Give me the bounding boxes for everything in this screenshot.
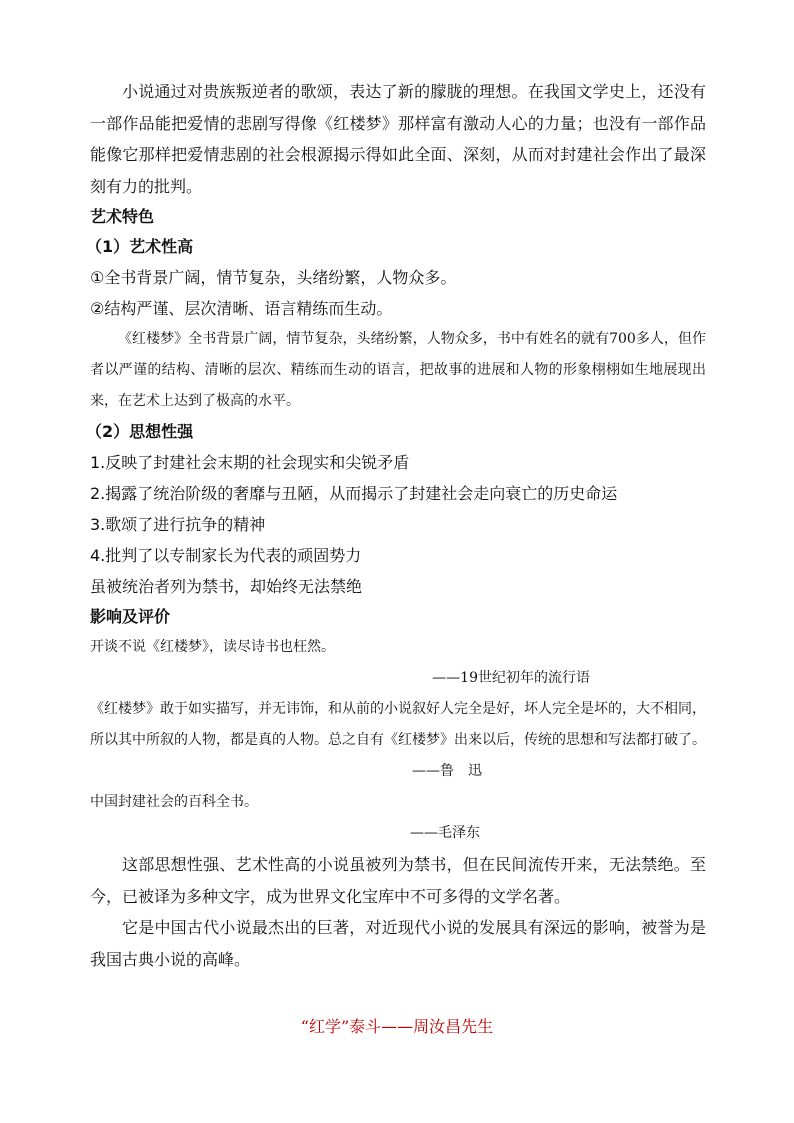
influence-heading: 影响及评价 <box>90 607 171 626</box>
artistic-quote: 《红楼梦》全书背景广阔，情节复杂，头绪纷繁，人物众多，书中有姓名的就有700多人，但作者以严谨的结构、清晰的层次、精练而生动的语言，把故事的进展和人物的形象栩栩如生地展现出来，在艺术上达到了极高的水平。 <box>90 331 706 409</box>
closing-paragraph-1: 这部思想性强、艺术性高的小说虽被列为禁书，但在民间流传开来，无法禁绝。至今，已被译为多种文字，成为世界文化宝库中不可多得的文学名著。 <box>90 855 706 906</box>
closing-paragraph-2: 它是中国古代小说最杰出的巨著，对近现代小说的发展具有深远的影响，被誉为是我国古典小说的高峰。 <box>90 918 706 969</box>
artistic-point-1: ①全书背景广阔，情节复杂，头绪纷繁，人物众多。 <box>90 268 457 287</box>
ideological-note: 虽被统治者列为禁书，却始终无法禁绝 <box>90 577 363 596</box>
ideological-point-4: 4.批判了以专制家长为代表的顽固势力 <box>90 546 362 565</box>
document-body <box>86 76 706 975</box>
ideological-quality-subheading: （2）思想性强 <box>86 422 194 441</box>
ideological-point-1: 1.反映了封建社会末期的社会现实和尖锐矛盾 <box>90 453 410 472</box>
image-caption <box>0 1014 794 1040</box>
intro-paragraph: 小说通过对贵族叛逆者的歌颂，表达了新的朦胧的理想。在我国文学史上，还没有一部作品能把爱情的悲剧写得像《红楼梦》那样富有激动人心的力量；也没有一部作品能像它那样把爱情悲剧的社会根源揭示得如此全面、深刻，从而对封建社会作出了最深刻有力的批判。 <box>90 82 706 196</box>
ideological-point-2: 2.揭露了统治阶级的奢靡与丑陋，从而揭示了封建社会走向衰亡的历史命运 <box>90 484 618 503</box>
artistic-quality-subheading: （1）艺术性高 <box>86 237 194 256</box>
lu-xun-source: ——鲁 迅 <box>412 763 482 779</box>
popular-saying-source: ——19世纪初年的流行语 <box>432 670 590 686</box>
caption-title: “红学”泰斗 <box>300 1017 382 1036</box>
caption-name: ——周汝昌先生 <box>381 1017 494 1036</box>
ideological-point-3: 3.歌颂了进行抗争的精神 <box>90 515 266 534</box>
mao-quote: 中国封建社会的百科全书。 <box>90 794 258 810</box>
lu-xun-quote: 《红楼梦》敢于如实描写，并无讳饰，和从前的小说叙好人完全是好，坏人完全是坏的，大不相同，所以其中所叙的人物，都是真的人物。总之自有《红楼梦》出来以后，传统的思想和写法都打破了。 <box>90 701 706 748</box>
art-features-heading: 艺术特色 <box>90 207 155 226</box>
popular-saying-quote: 开谈不说《红楼梦》，读尽诗书也枉然。 <box>90 639 335 655</box>
mao-source: ——毛泽东 <box>410 825 480 841</box>
artistic-point-2: ②结构严谨、层次清晰、语言精练而生动。 <box>90 299 393 318</box>
